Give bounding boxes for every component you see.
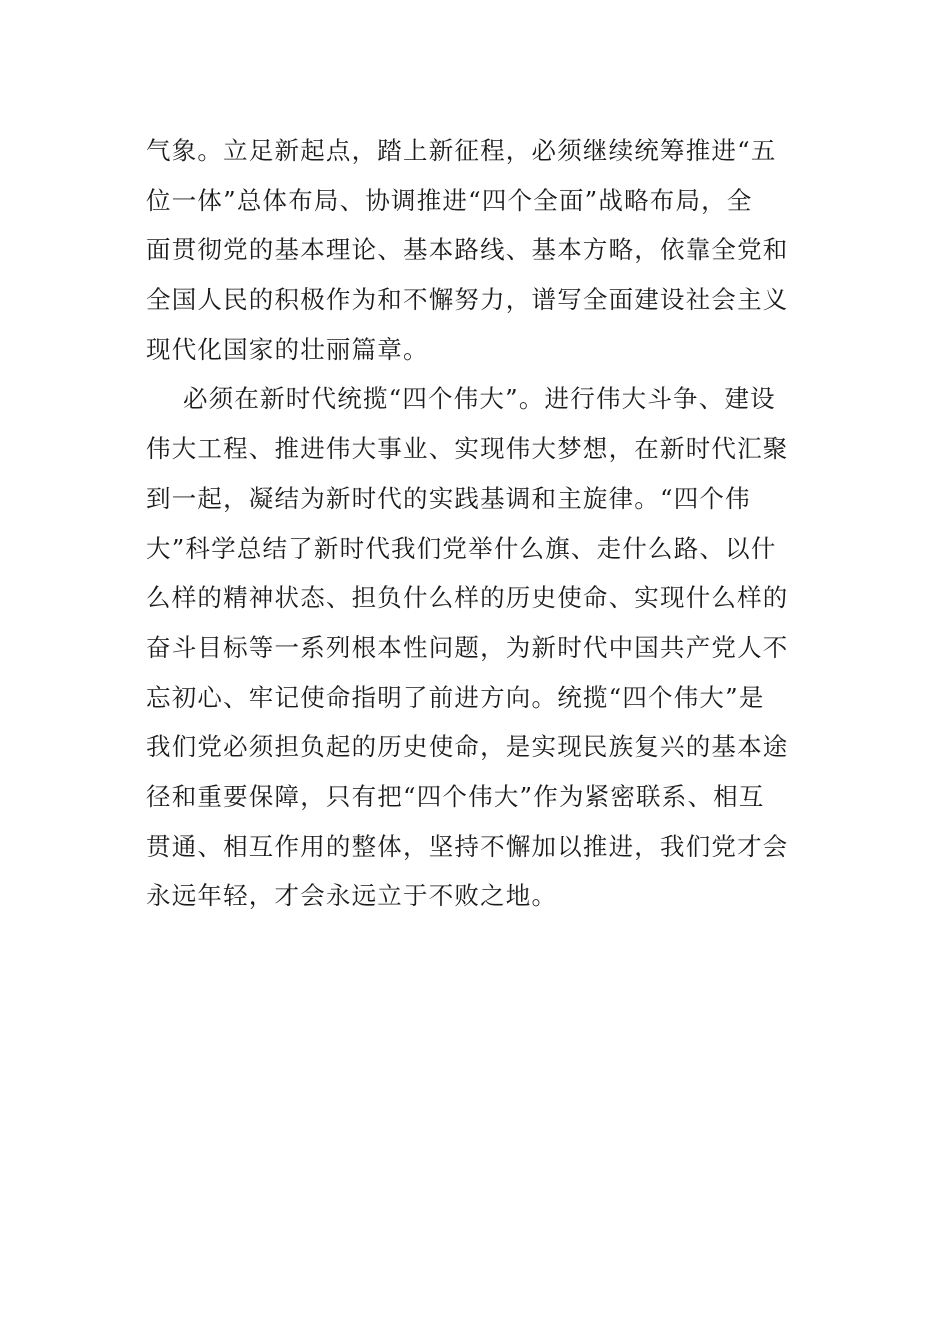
text-line: 气象。立足新起点，踏上新征程，必须继续统筹推进“五 <box>146 136 777 165</box>
text-line: 忘初心、牢记使命指明了前进方向。统揽“四个伟大”是 <box>146 682 765 712</box>
text-line: 伟大工程、推进伟大事业、实现伟大梦想，在新时代汇聚 <box>146 434 789 464</box>
text-line: 永远年轻，才会永远立于不败之地。 <box>146 881 558 911</box>
text-line: 奋斗目标等一系列根本性问题，为新时代中国共产党人不 <box>146 632 789 662</box>
paragraph-2 <box>146 374 806 921</box>
text-line: 么样的精神状态、担负什么样的历史使命、实现什么样的 <box>146 583 789 613</box>
paragraph-1 <box>146 126 806 374</box>
text-line: 必须在新时代统揽“四个伟大”。进行伟大斗争、建设 <box>183 384 776 414</box>
text-line: 全国人民的积极作为和不懈努力，谱写全面建设社会主义 <box>146 285 789 315</box>
text-line: 贯通、相互作用的整体，坚持不懈加以推进，我们党才会 <box>146 831 789 861</box>
text-line: 我们党必须担负起的历史使命，是实现民族复兴的基本途 <box>146 732 789 762</box>
text-line: 大”科学总结了新时代我们党举什么旗、走什么路、以什 <box>146 533 777 563</box>
document-body <box>146 126 806 921</box>
text-line: 位一体”总体布局、协调推进“四个全面”战略布局，全 <box>146 185 753 215</box>
text-line: 面贯彻党的基本理论、基本路线、基本方略，依靠全党和 <box>146 235 789 265</box>
text-line: 现代化国家的壮丽篇章。 <box>146 334 429 364</box>
text-line: 到一起，凝结为新时代的实践基调和主旋律。“四个伟 <box>146 483 751 513</box>
text-line: 径和重要保障，只有把“四个伟大”作为紧密联系、相互 <box>146 781 765 811</box>
